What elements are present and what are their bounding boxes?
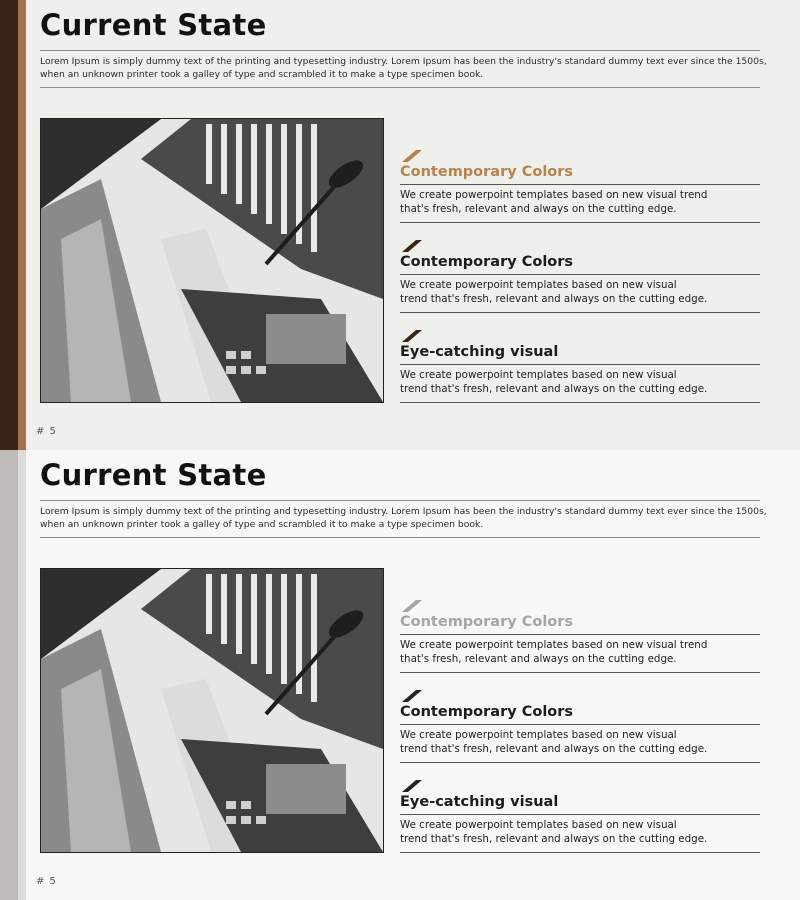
feature-line-2: trend that's fresh, relevant and always on the cutting edge.	[400, 292, 708, 305]
feature-bottom-divider	[400, 402, 760, 403]
feature-line-1: We create powerpoint templates based on new visual	[400, 369, 677, 381]
intro-divider	[40, 87, 760, 88]
slash-icon	[402, 600, 422, 612]
slash-icon	[402, 240, 422, 252]
feature-line-2: that's fresh, relevant and always on the cutting edge.	[400, 652, 677, 665]
feature-description	[400, 369, 720, 396]
feature-bottom-divider	[400, 672, 760, 673]
title-divider	[40, 50, 760, 51]
feature-divider	[400, 814, 760, 815]
intro-line-1: Lorem Ipsum is simply dummy text of the printing and typesetting industry. Lorem Ipsum has been the industry's standard dummy text ever since the 1500s,	[40, 506, 767, 517]
intro-text	[40, 506, 767, 531]
feature-description	[400, 729, 720, 756]
feature-divider	[400, 724, 760, 725]
skyscraper-photo-art	[41, 569, 383, 852]
feature-line-2: trend that's fresh, relevant and always on the cutting edge.	[400, 832, 708, 845]
feature-line-2: trend that's fresh, relevant and always on the cutting edge.	[400, 382, 708, 395]
slide-grey	[0, 450, 800, 900]
feature-bottom-divider	[400, 222, 760, 223]
slide-title: Current State	[40, 458, 267, 492]
intro-line-2: when an unknown printer took a galley of type and scrambled it to make a type specimen book.	[40, 68, 484, 80]
feature-description	[400, 819, 720, 846]
slash-icon	[402, 330, 422, 342]
skyscraper-photo	[40, 118, 384, 403]
feature-description	[400, 279, 720, 306]
feature-title: Contemporary Colors	[400, 164, 574, 180]
slash-icon	[402, 690, 422, 702]
feature-line-1: We create powerpoint templates based on new visual	[400, 279, 677, 291]
feature-line-1: We create powerpoint templates based on new visual	[400, 729, 677, 741]
feature-title: Contemporary Colors	[400, 254, 574, 270]
feature-bottom-divider	[400, 762, 760, 763]
feature-bottom-divider	[400, 852, 760, 853]
slash-icon	[402, 150, 422, 162]
feature-line-2: trend that's fresh, relevant and always on the cutting edge.	[400, 742, 708, 755]
page-number: # 5	[36, 426, 57, 437]
title-divider	[40, 500, 760, 501]
side-bar-dark	[0, 450, 18, 900]
feature-line-1: We create powerpoint templates based on new visual	[400, 819, 677, 831]
feature-line-1: We create powerpoint templates based on new visual trend	[400, 639, 708, 651]
intro-line-1: Lorem Ipsum is simply dummy text of the printing and typesetting industry. Lorem Ipsum has been the industry's standard dummy text ever since the 1500s,	[40, 56, 767, 67]
feature-divider	[400, 274, 760, 275]
feature-title: Contemporary Colors	[400, 614, 574, 630]
side-bar-light	[18, 450, 26, 900]
feature-title: Eye-catching visual	[400, 344, 559, 360]
skyscraper-photo-art	[41, 119, 383, 402]
feature-description	[400, 189, 720, 216]
feature-divider	[400, 184, 760, 185]
intro-line-2: when an unknown printer took a galley of type and scrambled it to make a type specimen book.	[40, 518, 484, 530]
side-bar-light	[18, 0, 26, 450]
slide-title: Current State	[40, 8, 267, 42]
side-bar-dark	[0, 0, 18, 450]
skyscraper-photo	[40, 568, 384, 853]
feature-bottom-divider	[400, 312, 760, 313]
intro-divider	[40, 537, 760, 538]
slash-icon	[402, 780, 422, 792]
feature-description	[400, 639, 720, 666]
page-number: # 5	[36, 876, 57, 887]
feature-line-1: We create powerpoint templates based on new visual trend	[400, 189, 708, 201]
feature-divider	[400, 634, 760, 635]
intro-text	[40, 56, 767, 81]
feature-divider	[400, 364, 760, 365]
feature-line-2: that's fresh, relevant and always on the cutting edge.	[400, 202, 677, 215]
feature-title: Eye-catching visual	[400, 794, 559, 810]
feature-title: Contemporary Colors	[400, 704, 574, 720]
